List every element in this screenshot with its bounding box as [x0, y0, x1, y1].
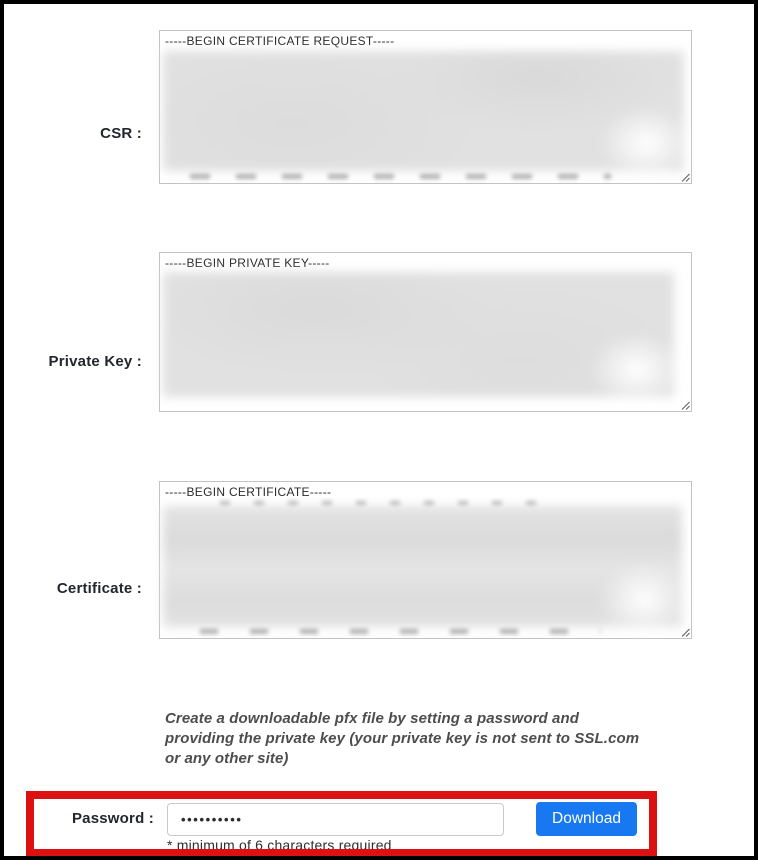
- certificate-blur-fade: [502, 487, 692, 637]
- csr-textarea[interactable]: [159, 30, 692, 184]
- certificate-blurred-content: [163, 506, 682, 627]
- csr-resize-handle-icon[interactable]: [679, 171, 690, 182]
- certificate-resize-handle-icon[interactable]: [679, 626, 690, 637]
- private-key-textarea[interactable]: [159, 252, 692, 412]
- download-button[interactable]: Download: [536, 802, 637, 836]
- csr-first-line: -----BEGIN CERTIFICATE REQUEST-----: [165, 34, 395, 48]
- pfx-note-line-1: Create a downloadable pfx file by setting a password and: [165, 710, 580, 727]
- private-key-label: Private Key :: [48, 353, 142, 370]
- private-key-first-line: -----BEGIN PRIVATE KEY-----: [165, 256, 330, 270]
- password-hint: * minimum of 6 characters required: [167, 837, 392, 853]
- certificate-partial-text-marks-bottom: [200, 629, 601, 634]
- csr-label: CSR :: [100, 125, 142, 142]
- password-label: Password :: [71, 810, 154, 827]
- pfx-note-line-3: or any other site): [165, 750, 289, 767]
- private-key-resize-handle-icon[interactable]: [679, 399, 690, 410]
- certificate-label: Certificate :: [56, 580, 142, 597]
- password-input[interactable]: [167, 803, 504, 836]
- password-masked-value: ••••••••••: [181, 812, 243, 827]
- certificate-textarea[interactable]: [159, 481, 692, 639]
- certificate-first-line: -----BEGIN CERTIFICATE-----: [165, 485, 332, 499]
- csr-blur-fade: [504, 31, 694, 181]
- pfx-note-line-2: providing the private key (your private key is not sent to SSL.com: [165, 730, 640, 747]
- csr-partial-text-marks: [190, 174, 611, 179]
- csr-blurred-content: [163, 51, 684, 171]
- private-key-blurred-content: [163, 272, 674, 397]
- private-key-blur-fade: [494, 257, 684, 407]
